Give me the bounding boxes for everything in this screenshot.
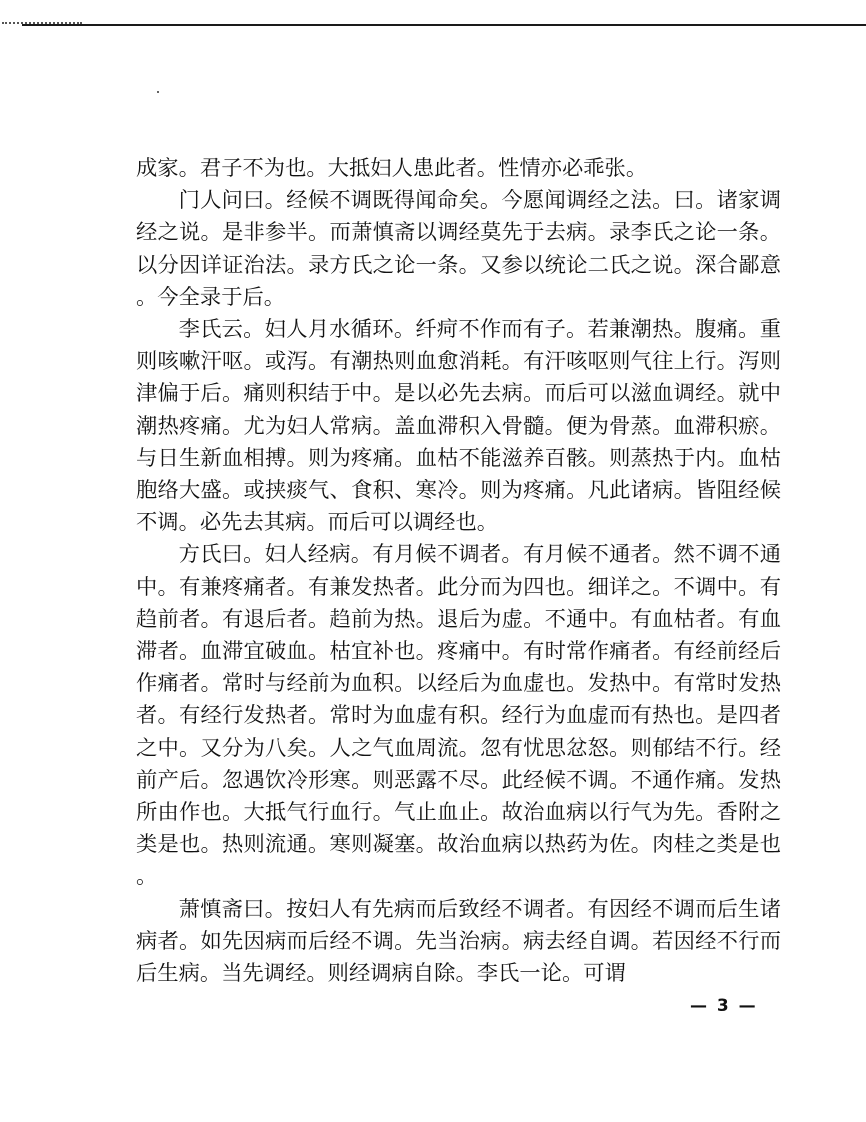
paragraph-continuation: 成家。君子不为也。大抵妇人患此者。性情亦必乖张。 — [136, 156, 648, 181]
paragraph-li-shi: 李氏云。妇人月水循环。纤疴不作而有子。若兼潮热。腹痛。重则咳嗽汗呕。或泻。有潮热则血愈消耗。有汗咳呕则气往上行。泻则津偏于后。痛则积结于中。是以必先去病。而后可以滋血调经。就中潮热疼痛。尤为妇人常病。盖血滞积入骨髓。便为骨蒸。血滞积瘀。与日生新血相搏。则为疼痛。血枯不能滋养百骸。则蒸热于内。血枯胞络大盛。或挟痰气、食积、寒冷。则为疼痛。凡此诸病。皆阻经候不调。必先去其病。而后可以调经也。 — [136, 317, 781, 536]
paragraph-disciple-question: 门人问曰。经候不调既得闻命矣。今愿闻调经之法。曰。诸家调经之说。是非参半。而萧慎斋以调经莫先于去病。录李氏之论一条。以分因详证治法。录方氏之论一条。又参以统论二氏之说。深合鄙意。今全录于后。 — [136, 188, 781, 310]
scan-speck — [157, 91, 159, 93]
scan-artifact — [2, 22, 82, 27]
top-border-line — [22, 24, 866, 26]
paragraph-fang-shi: 方氏曰。妇人经病。有月候不调者。有月候不通者。然不调不通中。有兼疼痛者。有兼发热者。此分而为四也。细详之。不调中。有趋前者。有退后者。趋前为热。退后为虚。不通中。有血枯者。有血滞者。血滞宜破血。枯宜补也。疼痛中。有时常作痛者。有经前经后作痛者。常时与经前为血积。以经后为血虚也。发热中。有常时发热者。有经行发热者。常时为血虚有积。经行为血虚而有热也。是四者之中。又分为八矣。人之气血周流。忽有忧思忿怒。则郁结不行。经前产后。忽遇饮冷形寒。则恶露不尽。此经候不调。不通作痛。发热所由作也。大抵气行血行。气止血止。故治血病以行气为先。香附之类是也。热则流通。寒则凝塞。故治血病以热药为佐。肉桂之类是也。 — [136, 542, 781, 890]
body-text — [136, 153, 781, 990]
paragraph-xiao-shenzhai: 萧慎斋曰。按妇人有先病而后致经不调者。有因经不调而后生诸病者。如先因病而后经不调。先当治病。病去经自调。若因经不行而后生病。当先调经。则经调病自除。李氏一论。可谓 — [136, 896, 781, 987]
page-number: — 3 — — [690, 996, 758, 1016]
